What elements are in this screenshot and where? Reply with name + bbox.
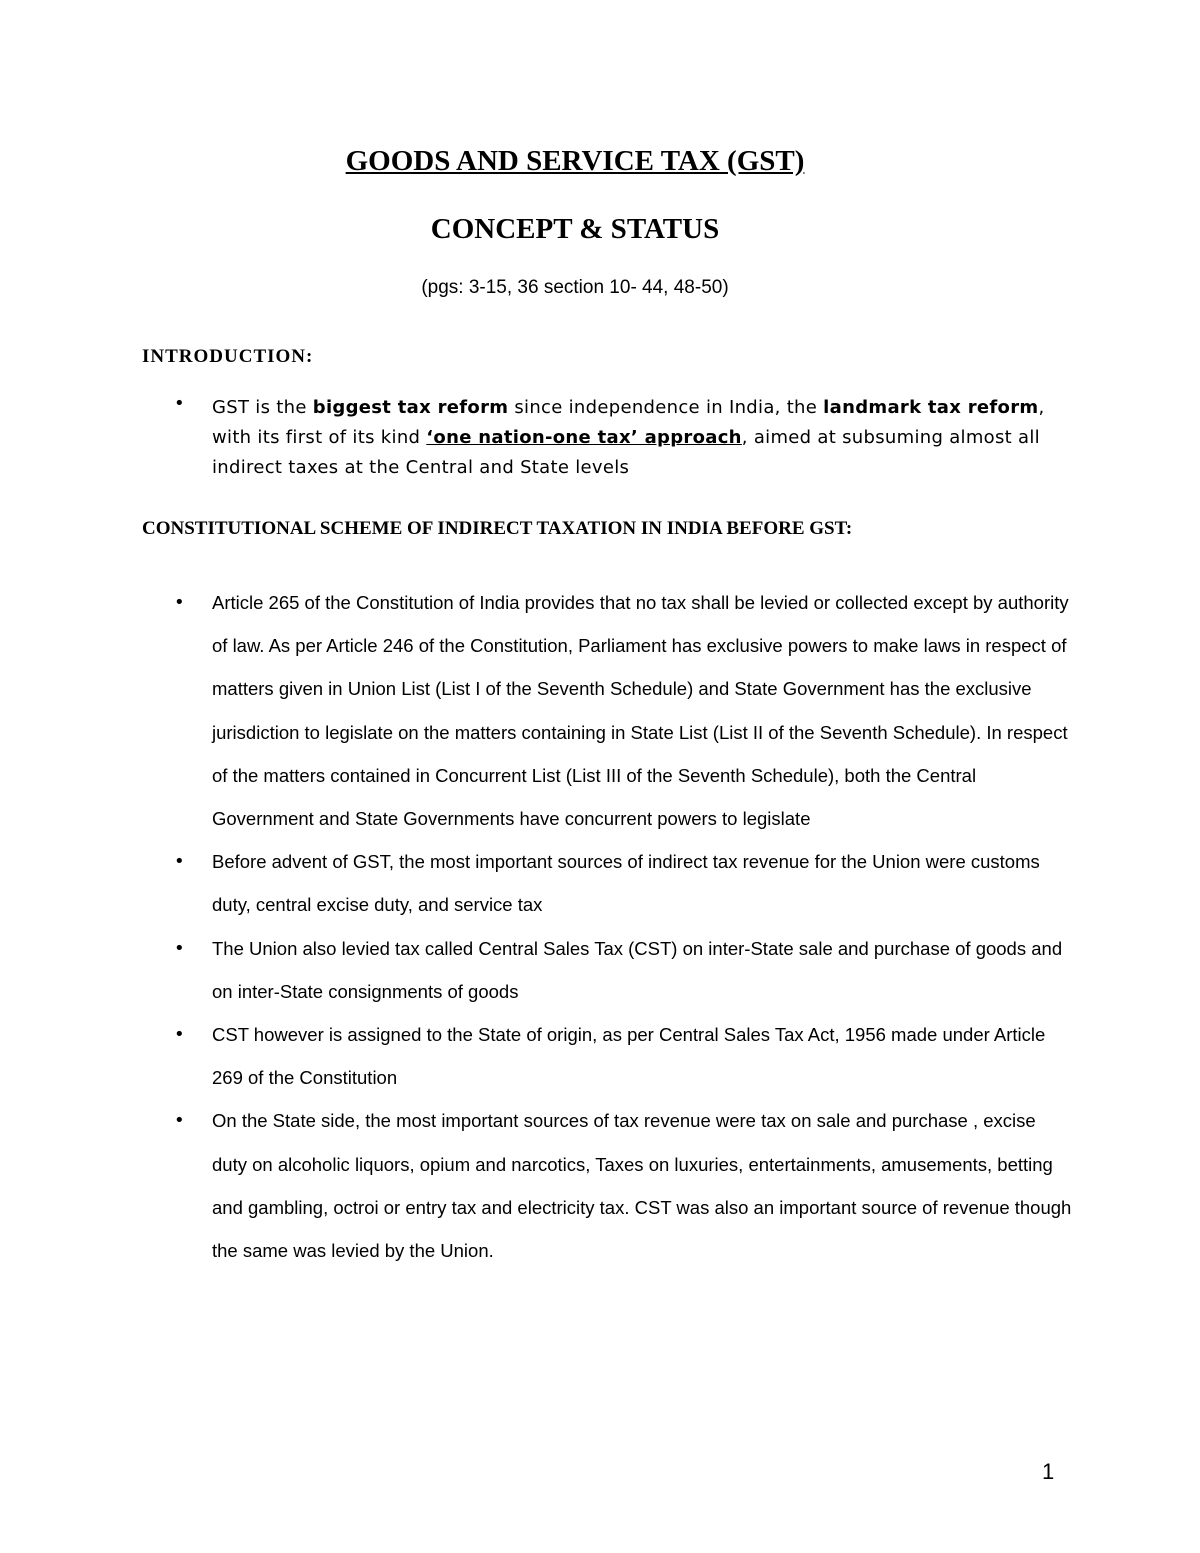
intro-text-segment: GST is the [212, 397, 313, 418]
bullet-icon: • [174, 592, 185, 613]
list-item [142, 927, 1072, 1013]
document-subtitle: CONCEPT & STATUS [430, 213, 720, 245]
list-item-text: On the State side, the most important sources of tax revenue were tax on sale and purchase , excise duty on alcoholic liquors, opium and narcotics, Taxes on luxuries, entertainments, amusements, betting and gambling, octroi or entry tax and electricity tax. CST was also an important source of revenue though the same was levied by the Union. [212, 1110, 1072, 1262]
list-item-text: Before advent of GST, the most important sources of indirect tax revenue for the Union were customs duty, central excise duty, and service tax [212, 851, 1040, 916]
page-reference-note: (pgs: 3-15, 36 section 10- 44, 48-50) [421, 277, 729, 298]
introduction-heading: INTRODUCTION: [142, 346, 314, 367]
intro-text-segment: , with its first of its kind [212, 397, 1045, 448]
intro-emphasis-biggest-reform: biggest tax reform [312, 397, 509, 418]
document-title: GOODS AND SERVICE TAX (GST) [345, 145, 805, 177]
introduction-bullet [142, 393, 1062, 483]
intro-text-segment: since independence in India, the [508, 397, 824, 418]
page-number: 1 [1042, 1459, 1055, 1484]
list-item [142, 840, 1072, 926]
bullet-icon: • [174, 851, 185, 873]
list-item [142, 1099, 1072, 1272]
list-item-text: CST however is assigned to the State of origin, as per Central Sales Tax Act, 1956 made under Article 269 of the Constitution [212, 1024, 1046, 1089]
intro-emphasis-one-nation-one-tax: ‘one nation-one tax’ approach [426, 427, 742, 448]
list-item-text: Article 265 of the Constitution of India provides that no tax shall be levied or collected except by authority of law. As per Article 246 of the Constitution, Parliament has exclusive powers to make laws in respect of matters given in Union List (List I of the Seventh Schedule) and State Government has the exclusive jurisdiction to legislate on the matters containing in State List (List II of the Seventh Schedule). In respect of the matters contained in Concurrent List (List III of the Seventh Schedule), both the Central Government and State Governments have concurrent powers to legislate [212, 592, 1069, 830]
intro-text-segment: , aimed at subsuming almost all indirect taxes at the Central and State levels [212, 427, 1040, 478]
bullet-icon: • [174, 393, 185, 414]
list-item [142, 581, 1072, 840]
bullet-icon: • [174, 1024, 185, 1046]
bullet-icon: • [174, 1110, 185, 1132]
intro-emphasis-landmark-reform: landmark tax reform [823, 397, 1039, 418]
bullet-icon: • [174, 937, 185, 959]
constitutional-scheme-heading: CONSTITUTIONAL SCHEME OF INDIRECT TAXATION IN INDIA BEFORE GST: [142, 518, 853, 539]
constitutional-scheme-list [142, 581, 1072, 1272]
introduction-section [142, 393, 1062, 483]
introduction-paragraph [212, 393, 1062, 483]
list-item-text: The Union also levied tax called Central Sales Tax (CST) on inter-State sale and purchase of goods and on inter-State consignments of goods [212, 937, 1063, 1002]
list-item [142, 1013, 1072, 1099]
